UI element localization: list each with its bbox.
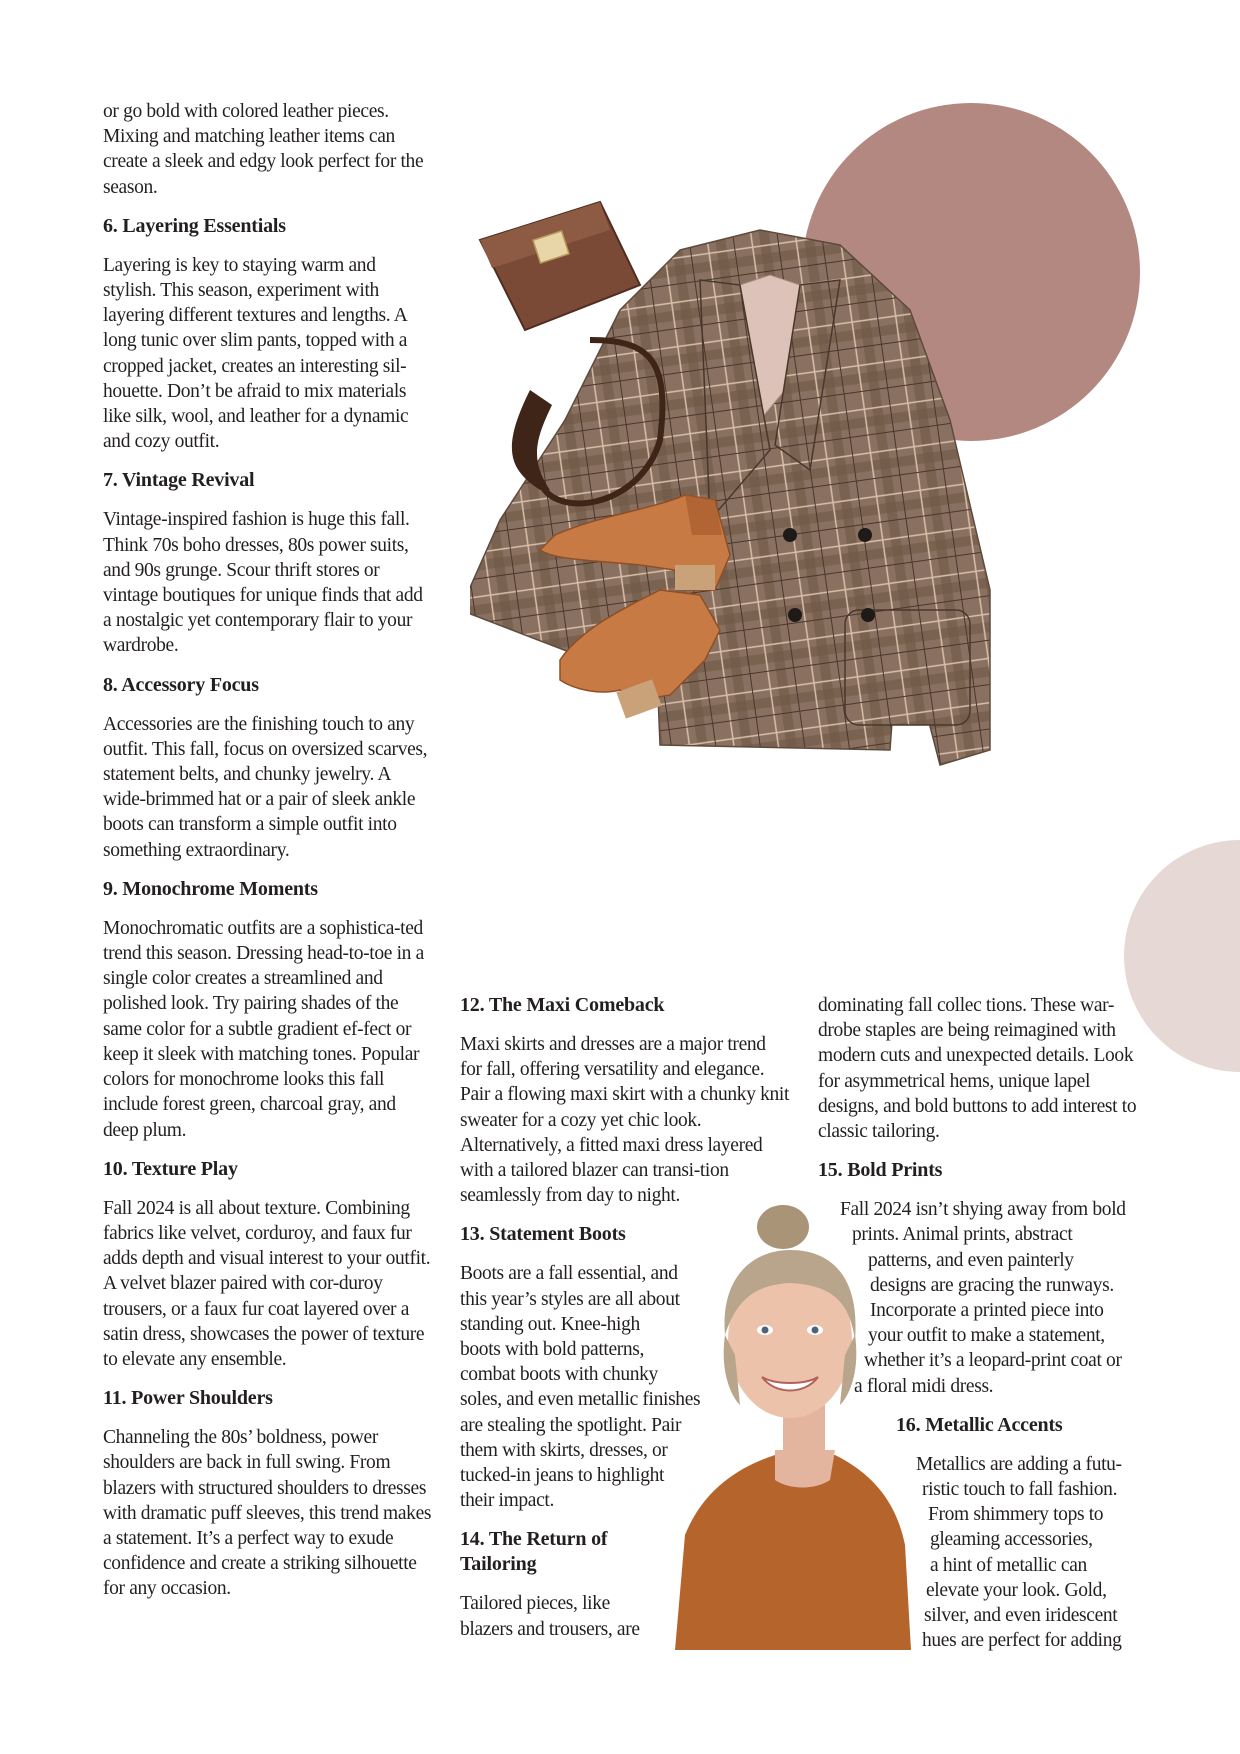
text-line: boots with bold patterns, [460, 1339, 645, 1361]
section-body-prints [818, 1197, 1140, 1399]
column-middle [460, 993, 790, 1642]
section-body-layering: Layering is key to staying warm and stylish. This season, experiment with layering different textures and lengths. A long tunic over slim pants, topped with a cropped jacket, creates an interesting sil-houette. Don’t be afraid to mix materials like silk, wool, and leather for a dynamic and cozy outfit. [103, 254, 409, 453]
text-line: whether it’s a leopard-print coat or [864, 1350, 1122, 1372]
section-body-accessory: Accessories are the finishing touch to any outfit. This fall, focus on oversized scarves, statement belts, and chunky jewelry. A wide-brimmed hat or a pair of sleek ankle boots can transform a simple outfit into something extraordinary. [103, 713, 428, 861]
text-line: designs are gracing the runways. [870, 1274, 1114, 1296]
text-line: From shimmery tops to [928, 1504, 1104, 1526]
text-line: silver, and even iridescent [924, 1605, 1118, 1627]
text-line: gleaming accessories, [930, 1529, 1093, 1551]
text-line: them with skirts, dresses, or [460, 1439, 668, 1461]
text-line: Fall 2024 isn’t shying away from bold [840, 1199, 1126, 1221]
text-line: prints. Animal prints, abstract [852, 1224, 1073, 1246]
text-line: Incorporate a printed piece into [870, 1300, 1104, 1322]
section-title-texture: 10. Texture Play [103, 1157, 238, 1180]
text-line: standing out. Knee-high [460, 1313, 640, 1335]
section-body-tailoring-continued: dominating fall collec tions. These war-drobe staples are being reimagined with modern cuts and unexpected details. Look for asymmetrical hems, unique lapel designs, and bold buttons to add interest to classic tailoring. [818, 995, 1137, 1143]
section-body-metallic [818, 1452, 1140, 1654]
column-right [818, 993, 1140, 1653]
section-body-boots [460, 1261, 790, 1513]
section-title-maxi: 12. The Maxi Comeback [460, 994, 665, 1016]
text-line: patterns, and even painterly [868, 1249, 1074, 1271]
section-title-metallic: 16. Metallic Accents [896, 1413, 1063, 1436]
section-title-shoulders: 11. Power Shoulders [103, 1387, 273, 1410]
section-title-monochrome: 9. Monochrome Moments [103, 877, 318, 900]
section-title-accessory: 8. Accessory Focus [103, 673, 259, 696]
text-line: elevate your look. Gold, [926, 1579, 1107, 1601]
flatlay-photo [470, 190, 1050, 840]
title-line: 14. The Return of [460, 1528, 608, 1551]
section-body-tailoring [460, 1591, 790, 1641]
intro-paragraph: or go bold with colored leather pieces. Mixing and matching leather items can create a sleek and edgy look perfect for the season. [103, 101, 424, 198]
section-title-boots: 13. Statement Boots [460, 1223, 626, 1246]
text-line: tucked-in jeans to highlight [460, 1465, 665, 1487]
section-body-maxi: Maxi skirts and dresses are a major trend for fall, offering versatility and elegance. Pair a flowing maxi skirt with a chunky knit sweater for a cozy yet chic look. Alternatively, a fitted maxi dress layered with a tailored blazer can transi-tion seamlessly from day to night. [460, 1034, 790, 1207]
section-title-vintage: 7. Vintage Revival [103, 469, 255, 492]
section-body-monochrome: Monochromatic outfits are a sophistica-ted trend this season. Dressing head-to-toe in a single color creates a streamlined and polished look. Try pairing shades of the same color for a subtle gradient ef-fect or keep it sleek with matching tones. Popular colors for monochrome looks this fall include forest green, charcoal gray, and deep plum. [103, 917, 424, 1141]
text-line: a floral midi dress. [854, 1375, 994, 1397]
text-line: blazers and trousers, are [460, 1618, 640, 1640]
section-title-tailoring [460, 1527, 790, 1577]
section-body-texture: Fall 2024 is all about texture. Combining fabrics like velvet, corduroy, and faux fur adds depth and visual interest to your outfit. A velvet blazer paired with cor-duroy trousers, or a faux fur coat layered over a satin dress, showcases the power of texture to elevate any ensemble. [103, 1197, 431, 1370]
text-line: are stealing the spotlight. Pair [460, 1414, 682, 1436]
text-line: soles, and even metallic finishes [460, 1389, 701, 1411]
column-left [103, 99, 433, 1616]
text-line: Tailored pieces, like [460, 1593, 610, 1615]
text-line: your outfit to make a statement, [868, 1325, 1105, 1347]
text-line: Boots are a fall essential, and [460, 1263, 678, 1285]
section-body-shoulders: Channeling the 80s’ boldness, power shoulders are back in full swing. From blazers with structured shoulders to dresses with dramatic puff sleeves, this trend makes a statement. It’s a perfect way to exude confidence and create a striking silhouette for any occasion. [103, 1427, 432, 1600]
text-line: a hint of metallic can [930, 1554, 1087, 1576]
section-title-prints: 15. Bold Prints [818, 1159, 943, 1182]
text-line: hues are perfect for adding [922, 1630, 1122, 1652]
text-line: ristic touch to fall fashion. [922, 1479, 1118, 1501]
text-line: this year’s styles are all about [460, 1288, 680, 1310]
text-line: combat boots with chunky [460, 1364, 658, 1386]
text-line: their impact. [460, 1490, 554, 1512]
section-body-vintage: Vintage-inspired fashion is huge this fall. Think 70s boho dresses, 80s power suits, and 90s grunge. Scour thrift stores or vintage boutiques for unique finds that add a nostalgic yet contemporary flair to your wardrobe. [103, 509, 423, 657]
decorative-circle-blush [1124, 840, 1240, 1072]
section-title-layering: 6. Layering Essentials [103, 214, 286, 237]
text-line: Metallics are adding a futu- [916, 1453, 1122, 1475]
title-line: Tailoring [460, 1553, 537, 1576]
